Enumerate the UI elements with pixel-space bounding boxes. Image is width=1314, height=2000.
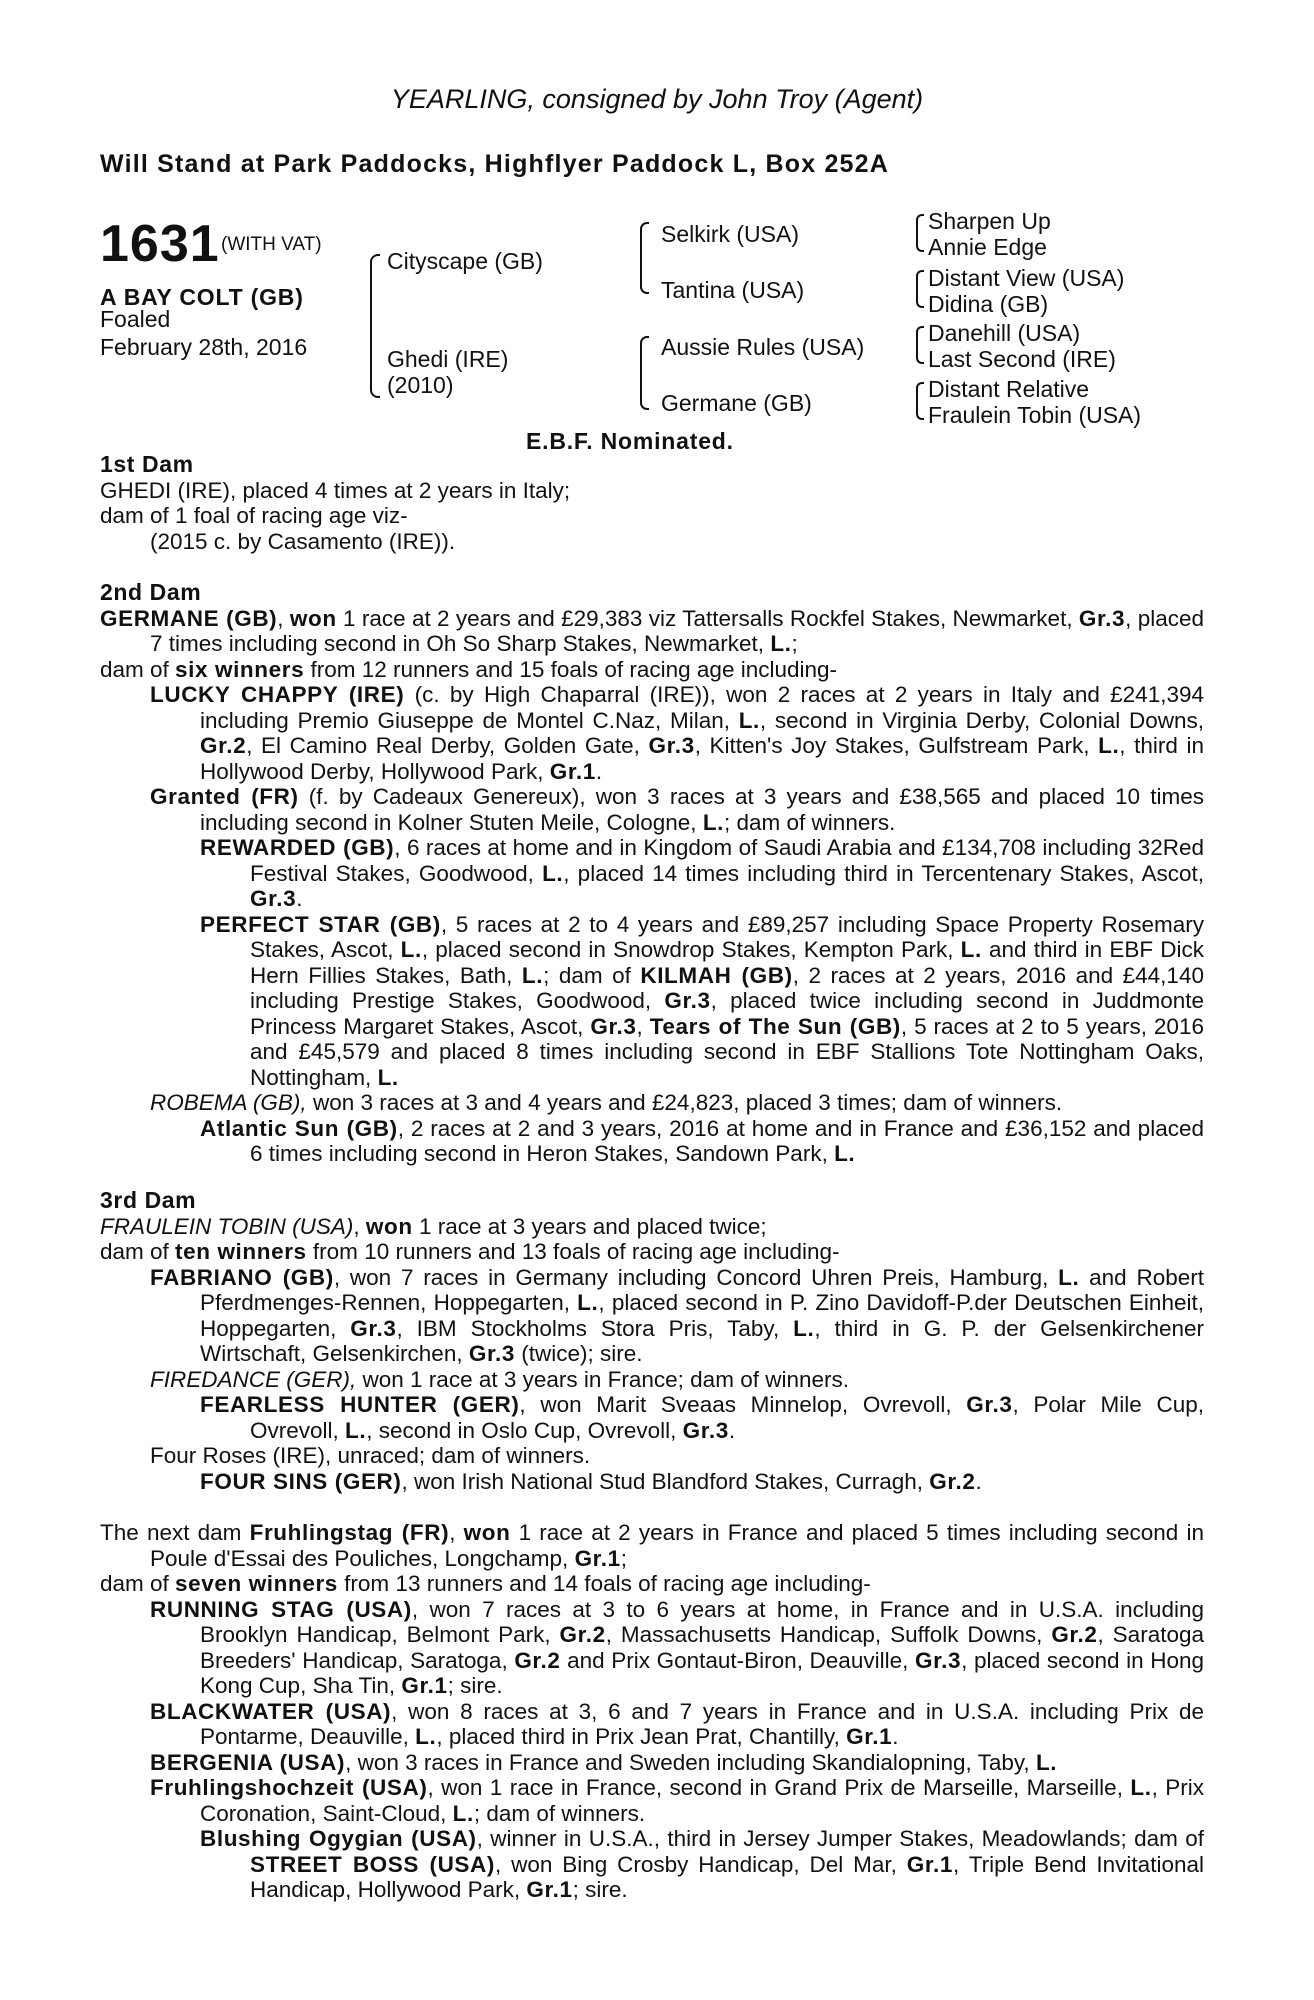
running-text4: and Prix Gontaut-Biron, Deauville, bbox=[560, 1647, 915, 1673]
dam-of-pre: dam of bbox=[100, 656, 176, 682]
third-dam-section bbox=[100, 1188, 1204, 1494]
running-text3: , Saratoga Breeders' Handicap, Saratoga, bbox=[200, 1622, 1204, 1673]
robema-name: ROBEMA (GB), bbox=[150, 1090, 307, 1115]
grade: Gr.2 bbox=[1051, 1622, 1098, 1647]
comma: , bbox=[636, 1013, 643, 1039]
listed: L. bbox=[834, 1141, 856, 1166]
grade: Gr.2 bbox=[559, 1622, 606, 1647]
grade: Gr.2 bbox=[514, 1647, 561, 1673]
first-dam-section bbox=[100, 452, 1204, 554]
fraulein-text: 1 race at 3 years and placed twice; bbox=[412, 1213, 767, 1239]
first-dam-line2: dam of 1 foal of racing age viz- bbox=[100, 503, 408, 528]
grade: Gr.1 bbox=[401, 1673, 448, 1698]
fabriano-name: FABRIANO (GB) bbox=[150, 1264, 334, 1290]
granted-name: Granted (FR) bbox=[150, 784, 299, 809]
rewarded-text2: , placed 14 times including third in Tercentenary Stakes, Ascot, bbox=[563, 860, 1204, 886]
semicolon: ; bbox=[791, 631, 798, 656]
listed: L. bbox=[960, 937, 982, 962]
ebf-nominated: E.B.F. Nominated. bbox=[526, 428, 734, 454]
stand-location-heading: Will Stand at Park Paddocks, Highflyer Paddock L, Box 252A bbox=[100, 150, 890, 178]
bracket-g12 bbox=[916, 214, 924, 252]
sire-end: ; sire. bbox=[572, 1877, 628, 1902]
firedance-text: won 1 race at 3 years in France; dam of winners. bbox=[356, 1366, 849, 1392]
grade: Gr.3 bbox=[350, 1315, 397, 1341]
dam-of-pre: dam of bbox=[100, 1239, 176, 1264]
listed: L. bbox=[702, 809, 725, 835]
lucky-name: LUCKY CHAPPY (IRE) bbox=[150, 682, 405, 707]
kilmah-text2: , placed twice including second in Juddmonte Princess Margaret Stakes, Ascot, bbox=[250, 988, 1204, 1039]
dam-of-post: from 12 runners and 15 foals of racing age including- bbox=[304, 656, 838, 682]
atlantic-sun-entry bbox=[100, 1116, 1204, 1167]
lucky-text1: (c. by High Chaparral (IRE)), won 2 races at 2 years in Italy and £241,394 including Premio Giuseppe de Montel C.Naz, Milan, bbox=[200, 682, 1204, 733]
sire-end: ; sire. bbox=[447, 1673, 503, 1698]
blackwater-text2: , placed third in Prix Jean Prat, Chantilly, bbox=[436, 1724, 847, 1749]
foursins-name: FOUR SINS (GER) bbox=[200, 1468, 402, 1494]
street-name: STREET BOSS (USA) bbox=[250, 1851, 495, 1877]
four-sins-entry bbox=[100, 1469, 1204, 1495]
lot-number: 1631 bbox=[100, 215, 220, 273]
granted-entry bbox=[100, 784, 1204, 835]
grade: Gr.3 bbox=[914, 1647, 962, 1673]
bracket-dam-line bbox=[640, 336, 649, 410]
granted-text: (f. by Cadeaux Genereux), won 3 races at 3 years and £38,565 and placed 10 times including second in Kolner Stuten Meile, Cologne, bbox=[200, 784, 1204, 835]
germane-entry: GERMANE (GB), won 1 race at 2 years and £29,383 viz Tattersalls Rockfel Stakes, Newmarket, Gr.3, placed 7 times including second in Oh So Sharp Stakes, Newmarket, L.; bbox=[100, 605, 1204, 656]
listed: L. bbox=[345, 1417, 367, 1443]
rewarded-name: REWARDED (GB) bbox=[200, 835, 395, 860]
grade: Gr.1 bbox=[526, 1877, 573, 1902]
grade: Gr.3 bbox=[250, 886, 297, 911]
grade: Gr.3 bbox=[468, 1341, 516, 1366]
blushing-text: , winner in U.S.A., third in Jersey Jumper Stakes, Meadowlands; dam of bbox=[476, 1826, 1204, 1851]
fraulein-dam-of bbox=[100, 1239, 1204, 1265]
next-dam-section bbox=[100, 1520, 1204, 1903]
fruhlingshochzeit-text3: ; dam of winners. bbox=[473, 1800, 646, 1826]
four-roses-entry: Four Roses (IRE), unraced; dam of winners. bbox=[150, 1443, 591, 1468]
rewarded-entry bbox=[100, 835, 1204, 912]
fabriano-text6: (twice); sire. bbox=[515, 1341, 643, 1366]
pedigree-sire: Cityscape (GB) bbox=[387, 248, 543, 274]
fruhlingshochzeit-text2: , Prix Coronation, Saint-Cloud, bbox=[200, 1775, 1204, 1826]
grade: Gr.3 bbox=[1078, 605, 1126, 631]
next-dam-text: 1 race at 2 years in France and placed 5 times including second in Poule d'Essai des Pouliches, Longchamp, bbox=[150, 1520, 1204, 1571]
street-text2: , Triple Bend Invitational Handicap, Hollywood Park, bbox=[250, 1851, 1204, 1902]
germane-text: 1 race at 2 years and £29,383 viz Tattersalls Rockfel Stakes, Newmarket, bbox=[336, 605, 1079, 631]
listed: L. bbox=[770, 631, 792, 656]
grade: Gr.3 bbox=[590, 1013, 637, 1039]
fruhlingshochzeit-text: , won 1 race in France, second in Grand Prix de Marseille, Marseille, bbox=[427, 1775, 1131, 1800]
listed: L. bbox=[542, 860, 564, 886]
fabriano-text2: and Robert Pferdmenges-Rennen, Hoppegarten, bbox=[200, 1264, 1205, 1315]
running-stag-entry bbox=[100, 1597, 1204, 1699]
lucky-text3: , El Camino Real Derby, Golden Gate, bbox=[246, 733, 649, 758]
dam-of-post: from 10 runners and 13 foals of racing age including- bbox=[306, 1239, 840, 1264]
perfect-text3: and third in EBF Dick Hern Fillies Stakes, Bath, bbox=[250, 937, 1204, 988]
fabriano-text: , won 7 races in Germany including Concord Uhren Preis, Hamburg, bbox=[333, 1264, 1059, 1290]
bracket-g56 bbox=[916, 326, 924, 364]
running-name: RUNNING STAG (USA) bbox=[150, 1596, 412, 1622]
first-dam-line1: GHEDI (IRE), placed 4 times at 2 years in Italy; bbox=[100, 477, 571, 503]
fearless-entry bbox=[100, 1392, 1204, 1443]
pedigree-dam-dam: Germane (GB) bbox=[661, 390, 812, 416]
pedigree-g2: Annie Edge bbox=[928, 234, 1047, 260]
foursins-text: , won Irish National Stud Blandford Stakes, Curragh, bbox=[401, 1468, 930, 1494]
horse-name: A BAY COLT (GB) bbox=[100, 284, 304, 310]
first-dam-line3: (2015 c. by Casamento (IRE)). bbox=[150, 528, 456, 554]
fearless-text: , won Marit Sveaas Minnelop, Ovrevoll, bbox=[519, 1392, 967, 1417]
bergenia-name: BERGENIA (USA) bbox=[150, 1749, 346, 1775]
listed: L. bbox=[1130, 1775, 1152, 1800]
rewarded-text: , 6 races at home and in Kingdom of Saudi Arabia and £134,708 including 32Red Festival Stakes, Goodwood, bbox=[250, 835, 1204, 886]
second-dam-title: 2nd Dam bbox=[100, 579, 202, 605]
atlantic-name: Atlantic Sun (GB) bbox=[200, 1115, 398, 1141]
germane-won: won bbox=[289, 605, 337, 631]
period: . bbox=[595, 758, 603, 784]
grade: Gr.1 bbox=[549, 758, 596, 784]
tears-name: Tears of The Sun (GB) bbox=[649, 1013, 901, 1039]
fabriano-text3: , placed second in P. Zino Davidoff-P.der Deutschen Einheit, Hoppegarten, bbox=[200, 1290, 1204, 1341]
next-dam-pre: The next dam bbox=[100, 1520, 250, 1545]
grade: Gr.3 bbox=[966, 1392, 1013, 1417]
won-label: won bbox=[365, 1213, 413, 1239]
lucky-text5: , third in Hollywood Derby, Hollywood Park, bbox=[200, 733, 1204, 784]
consignor-heading: YEARLING, consigned by John Troy (Agent) bbox=[390, 84, 924, 114]
listed: L. bbox=[1035, 1749, 1058, 1775]
fabriano-text5: , third in G. P. der Gelsenkirchener Wirtschaft, Gelsenkirchen, bbox=[200, 1315, 1204, 1366]
pedigree-g1: Sharpen Up bbox=[928, 208, 1051, 234]
semicolon: ; bbox=[620, 1545, 628, 1571]
tears-text: , 5 races at 2 to 5 years, 2016 and £45,579 and placed 8 times including second in EBF Stallions Tote Nottingham Oaks, Nottingham, bbox=[250, 1013, 1204, 1090]
perfect-text2: , placed second in Snowdrop Stakes, Kempton Park, bbox=[421, 937, 961, 962]
listed: L. bbox=[1098, 733, 1120, 758]
winners-count: ten winners bbox=[175, 1239, 307, 1264]
pedigree-dam: Ghedi (IRE) bbox=[387, 346, 509, 372]
perfect-text: , 5 races at 2 to 4 years and £89,257 including Space Property Rosemary Stakes, Ascot, bbox=[250, 911, 1204, 962]
period: . bbox=[728, 1417, 736, 1443]
listed: L. bbox=[738, 707, 760, 733]
lucky-text4: , Kitten's Joy Stakes, Gulfstream Park, bbox=[694, 733, 1099, 758]
pedigree-sire-sire: Selkirk (USA) bbox=[661, 221, 800, 247]
foaled-label: Foaled bbox=[100, 306, 171, 332]
listed: L. bbox=[400, 937, 422, 962]
comma-space: , bbox=[353, 1213, 366, 1239]
running-text2: , Massachusetts Handicap, Suffolk Downs, bbox=[605, 1622, 1052, 1647]
grade: Gr.3 bbox=[682, 1417, 729, 1443]
fearless-text2: , Polar Mile Cup, Ovrevoll, bbox=[250, 1392, 1204, 1443]
kilmah-name: KILMAH (GB) bbox=[640, 962, 793, 988]
grade: Gr.3 bbox=[648, 733, 695, 758]
perfect-star-entry bbox=[100, 912, 1204, 1091]
kilmah-text: , 2 races at 2 years, 2016 and £44,140 including Prestige Stakes, Goodwood, bbox=[250, 962, 1204, 1013]
lucky-chappy-entry bbox=[100, 682, 1204, 784]
grade: Gr.2 bbox=[200, 733, 247, 758]
bracket-parents bbox=[370, 254, 380, 398]
germane-text2: , placed 7 times including second in Oh So Sharp Stakes, Newmarket, bbox=[150, 605, 1204, 656]
pedigree-g5: Danehill (USA) bbox=[928, 320, 1081, 346]
grade: Gr.1 bbox=[574, 1545, 621, 1571]
germane-name: GERMANE (GB) bbox=[100, 605, 278, 631]
third-dam-title: 3rd Dam bbox=[100, 1187, 197, 1213]
pedigree-g8: Fraulein Tobin (USA) bbox=[928, 402, 1142, 428]
running-text: , won 7 races at 3 to 6 years at home, in France and in U.S.A. including Brooklyn Handicap, Belmont Park, bbox=[200, 1596, 1204, 1647]
foaled-date: February 28th, 2016 bbox=[100, 334, 308, 360]
grade: Gr.1 bbox=[846, 1724, 893, 1749]
blackwater-text: , won 8 races at 3, 6 and 7 years in France and in U.S.A. including Prix de Pontarme, Deauville, bbox=[200, 1698, 1204, 1749]
bracket-g78 bbox=[916, 382, 924, 420]
next-dam-entry bbox=[100, 1520, 1204, 1571]
listed: L. bbox=[377, 1064, 399, 1090]
grade: Gr.1 bbox=[906, 1851, 953, 1877]
period: . bbox=[892, 1724, 899, 1749]
listed: L. bbox=[1058, 1264, 1080, 1290]
granted-text2: ; dam of winners. bbox=[724, 809, 896, 835]
period: . bbox=[975, 1468, 982, 1494]
bergenia-entry bbox=[100, 1750, 1204, 1776]
fearless-name: FEARLESS HUNTER (GER) bbox=[200, 1392, 520, 1417]
pedigree-g4: Didina (GB) bbox=[928, 291, 1049, 317]
firedance-entry bbox=[100, 1367, 1204, 1393]
fabriano-entry bbox=[100, 1265, 1204, 1367]
fraulein-name: FRAULEIN TOBIN (USA) bbox=[100, 1213, 354, 1239]
perfect-name: PERFECT STAR (GB) bbox=[200, 911, 441, 937]
next-dam-dam-of bbox=[100, 1571, 1204, 1597]
atlantic-text: , 2 races at 2 and 3 years, 2016 at home and in France and £36,152 and placed 6 times including second in Heron Stakes, Sandown Park, bbox=[250, 1115, 1204, 1166]
pedigree-g3: Distant View (USA) bbox=[928, 265, 1125, 291]
comma-space: , bbox=[449, 1520, 464, 1545]
listed: L. bbox=[521, 962, 544, 988]
fearless-text3: , second in Oslo Cup, Ovrevoll, bbox=[366, 1417, 683, 1443]
listed: L. bbox=[452, 1800, 474, 1826]
pedigree-g6: Last Second (IRE) bbox=[928, 346, 1116, 372]
fabriano-text4: , IBM Stockholms Stora Pris, Taby, bbox=[396, 1315, 794, 1341]
winners-count: six winners bbox=[175, 656, 305, 682]
blushing-ogygian-entry bbox=[100, 1826, 1204, 1903]
pedigree-sire-dam: Tantina (USA) bbox=[661, 277, 805, 303]
first-dam-title: 1st Dam bbox=[100, 451, 194, 477]
dam-of-post: from 13 runners and 14 foals of racing age including- bbox=[337, 1571, 871, 1596]
lot-vat-note: (WITH VAT) bbox=[221, 234, 322, 255]
pedigree-dam-sire: Aussie Rules (USA) bbox=[661, 334, 865, 360]
listed: L. bbox=[577, 1290, 599, 1315]
period: . bbox=[296, 886, 303, 911]
perfect-text4: ; dam of bbox=[543, 962, 641, 988]
dam-of-pre: dam of bbox=[100, 1571, 176, 1596]
grade: Gr.3 bbox=[664, 988, 711, 1013]
lucky-text2: , second in Virginia Derby, Colonial Downs, bbox=[759, 707, 1204, 733]
bracket-sire-line bbox=[640, 222, 649, 294]
pedigree-dam-year: (2010) bbox=[387, 372, 454, 398]
street-text: , won Bing Crosby Handicap, Del Mar, bbox=[494, 1851, 907, 1877]
robema-entry bbox=[100, 1090, 1204, 1116]
bergenia-text: , won 3 races in France and Sweden including Skandialopning, Taby, bbox=[345, 1749, 1036, 1775]
fruhlingshochzeit-name: Fruhlingshochzeit (USA) bbox=[150, 1775, 428, 1800]
bracket-g34 bbox=[916, 270, 924, 308]
firedance-name: FIREDANCE (GER), bbox=[150, 1366, 357, 1392]
robema-text: won 3 races at 3 and 4 years and £24,823, placed 3 times; dam of winners. bbox=[306, 1090, 1063, 1115]
blackwater-name: BLACKWATER (USA) bbox=[150, 1698, 392, 1724]
pedigree-g7: Distant Relative bbox=[928, 376, 1090, 402]
running-text5: , placed second in Hong Kong Cup, Sha Tin, bbox=[200, 1647, 1204, 1698]
fraulein-entry bbox=[100, 1214, 1204, 1240]
won-label: won bbox=[463, 1520, 511, 1545]
next-dam-name: Fruhlingstag (FR) bbox=[249, 1520, 450, 1545]
listed: L. bbox=[793, 1315, 815, 1341]
fruhlingshochzeit-entry bbox=[100, 1775, 1204, 1826]
winners-count: seven winners bbox=[175, 1571, 338, 1596]
listed: L. bbox=[415, 1724, 437, 1749]
second-dam-section bbox=[100, 580, 1204, 1167]
blushing-name: Blushing Ogygian (USA) bbox=[200, 1826, 477, 1851]
germane-dam-of bbox=[100, 657, 1204, 683]
blackwater-entry bbox=[100, 1699, 1204, 1750]
grade: Gr.2 bbox=[929, 1468, 976, 1494]
